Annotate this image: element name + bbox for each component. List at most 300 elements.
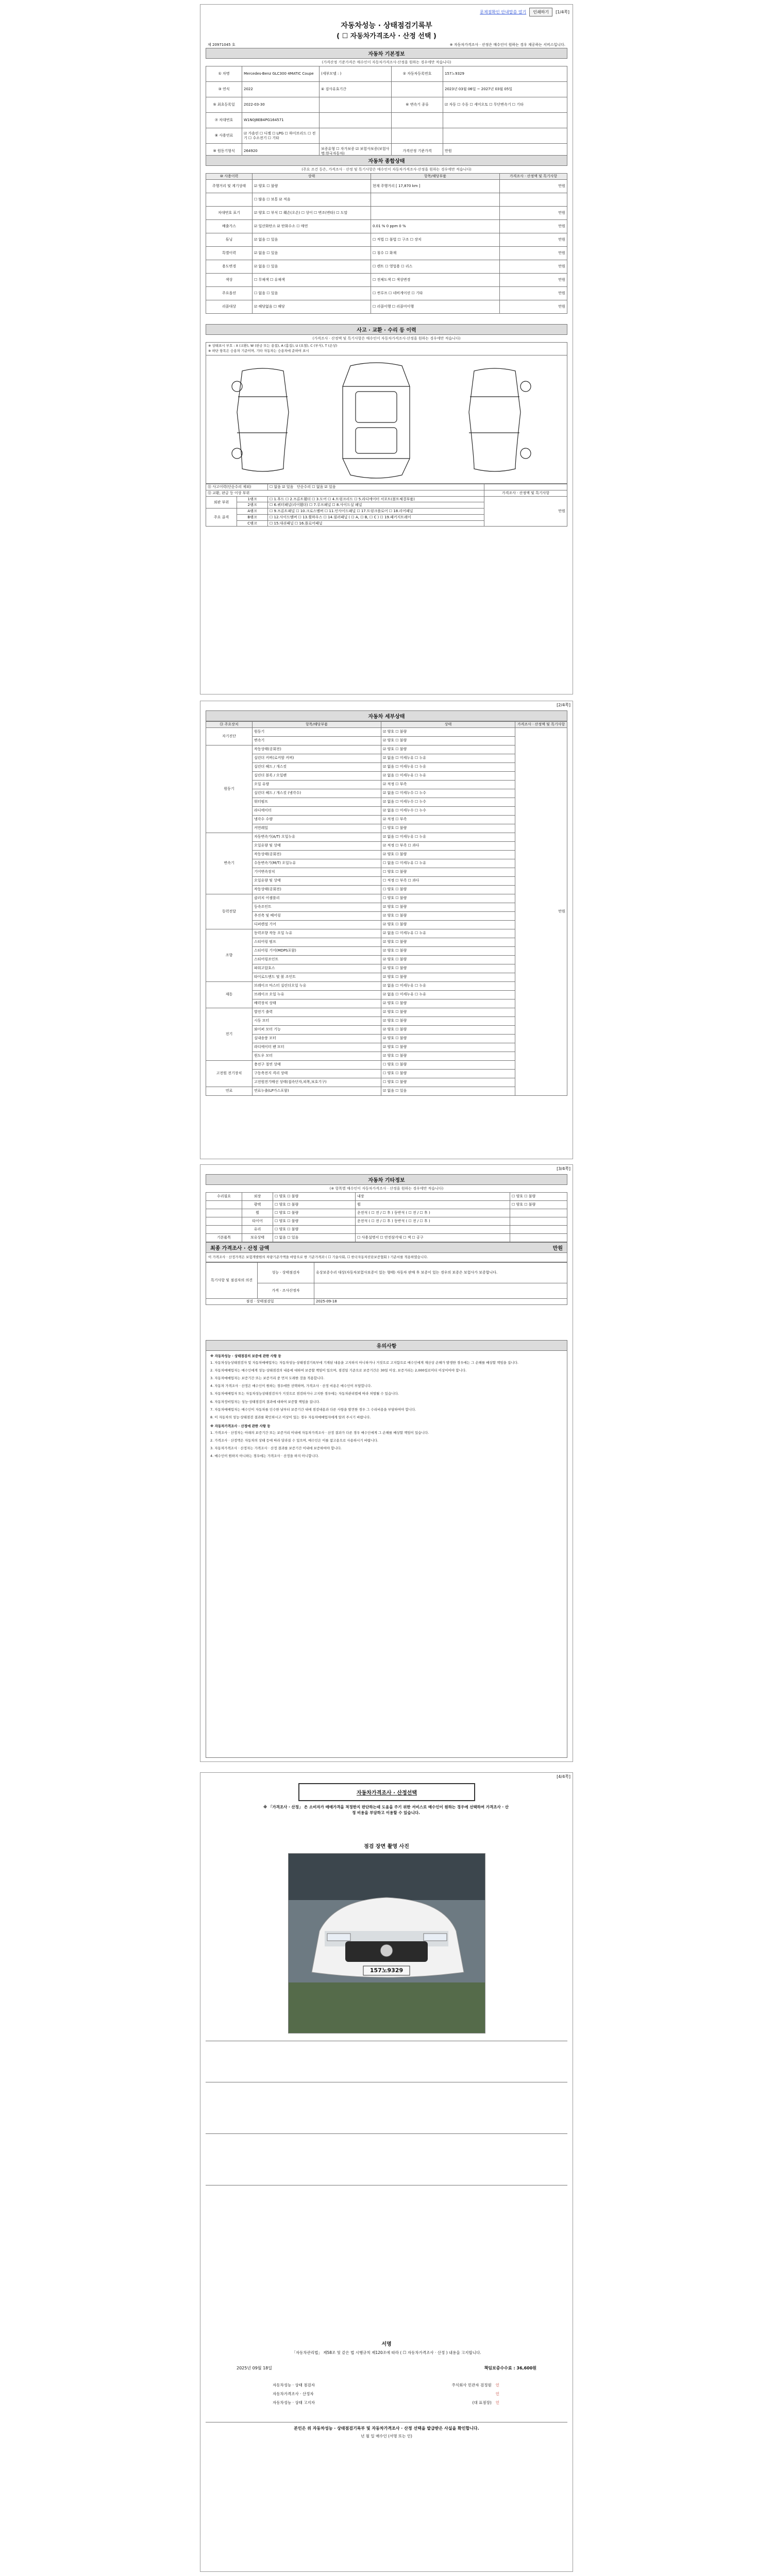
notice-paragraph: 7. 자동차매매업자는 매수인이 자동차를 인수한 날부터 보증기간 내에 점검내용과 다른 사항을 발견한 경우 그 수리비용을 부담하여야 합니다. <box>210 1407 416 1412</box>
overall-price: 만원 <box>500 260 567 273</box>
basic-label: ⑤ 최초등록일 <box>206 97 242 113</box>
header-toolbar <box>480 8 569 16</box>
misc-cell <box>206 1226 242 1234</box>
detail-item: 시동 모터 <box>253 1016 381 1025</box>
detail-row <box>206 946 567 955</box>
page-3 <box>200 1164 573 1762</box>
overall-head-4: 가격조사 · 산정액 및 특기사항 <box>500 174 567 180</box>
misc-cell <box>206 1209 242 1217</box>
detail-item: 배력장치 상태 <box>253 999 381 1008</box>
accident-legend: ※ 상태표시 부호 : X (교환), W (판금 또는 용접), A (흠집), U (요철), C (부식), T (손상) <box>208 344 338 348</box>
misc-cell: 외장 <box>242 1193 273 1201</box>
basic-info-subtitle: (가격산정 기준가격은 매수인이 자동차가격조사·산정을 원하는 경우에만 적습니다) <box>322 60 451 64</box>
overall-price: 만원 <box>500 206 567 219</box>
basic-label-2: ② 자동차등록번호 <box>392 66 443 82</box>
basic-value: ☑ 가솔린 ☐ 디젤 ☐ LPG ☐ 하이브리드 ☐ 전기 ☐ 수소전기 ☐ 기타 <box>242 128 320 144</box>
overall-state: ☑ 일산화탄소 ☑ 탄화수소 ☐ 매연 <box>253 219 371 233</box>
basic-row <box>206 113 567 128</box>
detail-row <box>206 841 567 850</box>
detail-state: ☑ 없음 ☐ 미세누유 ☐ 누유 <box>381 981 515 990</box>
detail-group: 연료 <box>206 1087 253 1095</box>
signer-row <box>273 2381 499 2389</box>
accident-section-title: 사고 · 교환 · 수리 등 이력 <box>206 324 567 335</box>
detail-row <box>206 798 567 806</box>
detail-row <box>206 771 567 780</box>
notice-title-2: ※ 자동차가격조사 · 산정에 관한 사항 등 <box>210 1423 271 1428</box>
overall-detail: 현재 주행거리 [ 17,870 km ] <box>371 179 500 193</box>
accident-history-state: ☐ 없음 ☑ 있음 단순수리 ☐ 없음 ☑ 있음 <box>268 484 484 490</box>
basic-value-b <box>320 113 392 128</box>
detail-item: 동력조향 작동 오일 누유 <box>253 929 381 938</box>
sign-text: 「자동차관리법」 제58조 및 같은 법 시행규칙 제120조에 따라 ( ☐ 자동차가격조사 · 산정 ) 내용을 고지합니다. <box>292 2350 481 2355</box>
overall-label <box>206 193 253 206</box>
detail-item: 와이퍼 모터 기능 <box>253 1025 381 1034</box>
detail-row <box>206 955 567 964</box>
misc-cell: 내장 <box>356 1193 510 1201</box>
detail-item: 오일 유량 <box>253 780 381 789</box>
form-number: 제 20971045 호 <box>208 43 236 47</box>
price-section-text: 이 가격조사 · 산정가격은 보험개발원의 차량기준가액을 바탕으로 한 기준가격과 ( ☐ 기술사회, ☐ 한국자동차진단보증협회 ) 기준서를 적용하였습니다. <box>206 1253 567 1262</box>
basic-label-2 <box>392 113 443 128</box>
overall-state: ☑ 양호 ☐ 부식 ☐ 훼손(오손) ☐ 상이 ☐ 변조(변타) ☐ 도말 <box>253 206 371 219</box>
detail-item: 추진축 및 베어링 <box>253 911 381 920</box>
basic-row <box>206 128 567 144</box>
signer-name <box>492 2391 499 2397</box>
page-number: [2/4쪽] <box>557 703 570 707</box>
misc-cell <box>356 1226 510 1234</box>
detail-state: ☑ 양호 ☐ 불량 <box>381 736 515 745</box>
detail-item: 라디에이터 <box>253 806 381 815</box>
detail-group: 조향 <box>206 929 253 981</box>
overall-head-1: ⑩ 사용이력 <box>206 174 253 180</box>
basic-value-2: 만원 <box>443 144 567 159</box>
detail-state: ☑ 적정 ☐ 부족 ☐ 과다 <box>381 841 515 850</box>
detail-item: 냉각수 수량 <box>253 815 381 824</box>
basic-value-b <box>320 128 392 144</box>
detail-group: 동력전달 <box>206 894 253 929</box>
detail-state: ☐ 양호 ☐ 불량 <box>381 824 515 833</box>
page-4 <box>200 1772 573 2572</box>
page-number: [1/4쪽] <box>556 10 569 14</box>
misc-cell: 수리필요 <box>206 1193 242 1201</box>
notice-link[interactable]: 문제점확인 안내말씀 열기 <box>480 10 527 14</box>
detail-item: 작동상태(공회전) <box>253 745 381 754</box>
accident-legend-2: ※ 하단 항목은 승용차 기준이며, 기타 자동차는 승용차에 준하여 표시 <box>208 349 309 353</box>
stamp-icon: 인 <box>495 2400 499 2405</box>
detail-state: ☑ 양호 ☐ 불량 <box>381 1052 515 1060</box>
signer-row <box>273 2398 499 2407</box>
overall-price: 만원 <box>500 286 567 300</box>
main-a-items: ☐ 9.프론트패널 ☐ 10.크로스멤버 ☐ 11.인사이드패널 ☐ 17.트렁크플로어 ☐ 18.리어패널 <box>268 509 484 515</box>
detail-state: ☑ 없음 ☐ 있음 <box>381 1087 515 1095</box>
sign-title: 서명 <box>381 2342 392 2347</box>
detail-price: 만원 <box>515 727 567 1095</box>
overall-label: 배출가스 <box>206 219 253 233</box>
detail-state: ☑ 적정 ☐ 부족 <box>381 780 515 789</box>
detail-row <box>206 964 567 973</box>
misc-cell <box>510 1217 567 1226</box>
overall-price: 만원 <box>500 300 567 313</box>
notice-title-1: ※ 자동차성능 · 상태점검의 보증에 관한 사항 등 <box>210 1354 281 1358</box>
photo-title: 점검 장면 촬영 사진 <box>364 1844 409 1850</box>
misc-cell: ☐ 양호 ☐ 불량 <box>273 1201 356 1209</box>
main-c-items: ☐ 15.대쉬패널 ☐ 16.플로어패널 <box>268 520 484 527</box>
detail-item: 브레이크 오일 누유 <box>253 990 381 999</box>
misc-row <box>206 1234 567 1242</box>
overall-state: ☑ 해당없음 ☐ 해당 <box>253 300 371 313</box>
detail-state: ☐ 없음 ☐ 미세누유 ☐ 누유 <box>381 859 515 868</box>
choice-text: ※ 「가격조사 · 산정」 은 소비자가 매매가격을 적정한지 판단하는데 도움을 주기 위한 서비스로 매수인이 원하는 경우에 선택하여 가격조사 · 산정 비용을 부담하고 이용할 수 있습니다. <box>263 1805 509 1815</box>
overall-row <box>206 179 567 193</box>
stamp-icon: 인 <box>495 2392 499 2396</box>
car-photo-svg <box>289 1854 485 2033</box>
overall-row <box>206 286 567 300</box>
detail-item: 실린더 커버(로커암 커버) <box>253 754 381 762</box>
misc-cell: 휠 <box>356 1201 510 1209</box>
detail-item: 구동축전지 격리 상태 <box>253 1069 381 1078</box>
detail-group: 변속기 <box>206 833 253 894</box>
detail-state: ☑ 양호 ☐ 불량 <box>381 955 515 964</box>
basic-value-2: 2023년 03월 06일 ~ 2027년 03월 05일 <box>443 82 567 97</box>
basic-label: ③ 연식 <box>206 82 242 97</box>
parts-price-head: 가격조사 · 산정액 및 특기사항 <box>484 490 567 496</box>
misc-cell: ☐ 양호 ☐ 불량 <box>273 1226 356 1234</box>
basic-value-b: 보증유형 ☐ 자가보증 ☑ 보험사보증(보험사명:한국자동차) <box>320 144 392 159</box>
notice-section-title: 유의사항 <box>206 1340 567 1351</box>
detail-row <box>206 850 567 859</box>
notice-paragraph: 1. 가격조사 · 산정자는 아래의 보증기간 또는 보증거리 이내에 자동차가격조사 · 산정 결과가 다른 경우 매수인에게 그 손해를 배상할 책임이 있습니다. <box>210 1430 429 1435</box>
overall-label: 튜닝 <box>206 233 253 246</box>
detail-group: 자기진단 <box>206 727 253 745</box>
basic-value-2: ☑ 자동 ☐ 수동 ☐ 세미오토 ☐ 무단변속기 ☐ 기타 <box>443 97 567 113</box>
detail-row <box>206 911 567 920</box>
detail-row <box>206 1016 567 1025</box>
detail-state: ☑ 양호 ☐ 불량 <box>381 1016 515 1025</box>
misc-cell: ☐ 사용설명서 ☐ 안전삼각대 ☐ 잭 ☐ 공구 <box>356 1234 510 1242</box>
misc-cell: 운전석 ( ☐ 전 / ☐ 후 ) 동반석 ( ☐ 전 / ☐ 후 ) <box>356 1217 510 1226</box>
detail-state: ☑ 양호 ☐ 불량 <box>381 903 515 911</box>
detail-item: 자동변속기(A/T) 오일누유 <box>253 833 381 841</box>
basic-row <box>206 66 567 82</box>
signer-role: 자동차성능 · 상태 고지자 <box>273 2400 315 2405</box>
print-button[interactable]: 인쇄하기 <box>529 8 552 16</box>
detail-row <box>206 1008 567 1016</box>
signer-name: (대 표점장) 인 <box>472 2400 499 2405</box>
misc-row <box>206 1201 567 1209</box>
overall-detail: ☐ 침수 ☐ 화재 <box>371 246 500 260</box>
overall-section-title: 자동차 종합상태 <box>206 155 567 166</box>
detail-state: ☐ 양호 ☐ 불량 <box>381 1069 515 1078</box>
overall-row <box>206 260 567 273</box>
overall-price: 만원 <box>500 246 567 260</box>
detail-state: ☑ 양호 ☐ 불량 <box>381 999 515 1008</box>
basic-label-2 <box>392 82 443 97</box>
page-1 <box>200 4 573 694</box>
notice-paragraph: 2. 가격조사 · 산정액은 자동차의 상태 등에 따라 달라질 수 있으며, 매수인은 이를 참고용으로 사용하시기 바랍니다. <box>210 1438 378 1443</box>
signer-role: 자동차가격조사 · 산정자 <box>273 2392 314 2396</box>
inspection-date: 2025-09-18 <box>314 1299 567 1305</box>
detail-state: ☑ 없음 ☐ 미세누수 ☐ 누수 <box>381 798 515 806</box>
page-number: [4/4쪽] <box>557 1774 570 1779</box>
overall-state: ☐ 무채색 ☐ 유채색 <box>253 273 371 286</box>
main-b-items: ☐ 12.사이드멤버 ☐ 13.휠하우스 ☐ 14.필러패널 ( ☐ A, ☐ B, ☐ C ) ☐ 19.패키지트레이 <box>268 514 484 520</box>
signer-row <box>273 2389 499 2398</box>
basic-value-b: ④ 검사유효기간 <box>320 82 392 97</box>
detail-row <box>206 1043 567 1052</box>
overall-state: ☐ 없음 ☐ 있음 <box>253 286 371 300</box>
basic-value: 2022 <box>242 82 320 97</box>
main-label: 주요 골격 <box>206 509 237 527</box>
overall-detail: 0.01 % 0 ppm 0 % <box>371 219 500 233</box>
detail-row <box>206 780 567 789</box>
detail-row <box>206 868 567 876</box>
detail-row <box>206 815 567 824</box>
detail-state: ☑ 양호 ☐ 불량 <box>381 1034 515 1043</box>
inspection-photo <box>288 1853 485 2033</box>
detail-item: 실내송풍 모터 <box>253 1034 381 1043</box>
misc-row <box>206 1226 567 1234</box>
detail-row <box>206 999 567 1008</box>
notice-paragraph: 6. 자동차정비업자는 성능·상태점검의 결과에 대하여 보증할 책임을 집니다. <box>210 1399 321 1404</box>
form-subtitle: ( ☐ 자동차가격조사 · 산정 선택 ) <box>337 32 436 40</box>
detail-item: 원동기 <box>253 727 381 736</box>
misc-row <box>206 1217 567 1226</box>
overall-detail: ☐ 전체도색 ☐ 색상변경 <box>371 273 500 286</box>
overall-label: 색상 <box>206 273 253 286</box>
detail-item: 스티어링조인트 <box>253 955 381 964</box>
sign-date: 2025년 09월 18일 <box>237 2366 272 2370</box>
price-table: 특기사항 및 점검자의 의견 성능 · 상태점검자 유상보증수리 대상(자동차보험사보증이 있는 형태) 자동차 판매 후 보증이 있는 경우의 보증은 보험사가 보증합니다. 가격 · 조사산정자 점검 · 상태점검일 2025-09-18 <box>206 1262 567 1305</box>
detail-state: ☑ 양호 ☐ 불량 <box>381 850 515 859</box>
overall-price <box>500 193 567 206</box>
detail-row <box>206 981 567 990</box>
detail-state: ☑ 양호 ☐ 불량 <box>381 938 515 946</box>
basic-label: ① 차명 <box>206 66 242 82</box>
basic-label: ⑧ 사용연료 <box>206 128 242 144</box>
notice-paragraph: 4. 자동차 가격조사 · 산정은 매수인이 원하는 경우에만 선택하며, 가격조사 · 산정 비용은 매수인이 부담합니다. <box>210 1384 372 1388</box>
detail-item: 오일유량 및 상태 <box>253 841 381 850</box>
notice-paragraph: 2. 자동차매매업자는 매수인에게 성능·상태점검의 내용에 대하여 보증할 책임이 있으며, 점검일 기준으로 보증기간은 30일 이상, 보증거리는 2,000킬로미터 이상이어야 합니다. <box>210 1368 467 1373</box>
detail-section-title: 자동차 세부상태 <box>206 710 567 721</box>
overall-detail: ☐ 리콜이행 ☐ 리콜미이행 <box>371 300 500 313</box>
detail-group: 고전원 전기장치 <box>206 1060 253 1087</box>
detail-item: 기어변속장치 <box>253 868 381 876</box>
misc-cell: ☐ 양호 ☐ 불량 <box>273 1209 356 1217</box>
misc-cell: ☐ 양호 ☐ 불량 <box>510 1201 567 1209</box>
detail-row <box>206 1087 567 1095</box>
parts-label: ⑫ 교환, 판금 등 이상 부위 <box>206 490 484 496</box>
notice-paragraph: 1. 자동차성능상태점검자 및 자동차매매업자는 자동차성능·상태점검기록부에 기재된 내용을 고지하지 아니하거나 거짓으로 고지함으로 매수인에게 재산상 손해가 발생한 경우에는 그 손해를 배상할 책임을 집니다. <box>210 1361 518 1365</box>
overall-price: 만원 <box>500 179 567 193</box>
basic-value: 2022-03-30 <box>242 97 320 113</box>
outer-rank2-items: ☐ 6.쿼터패널(리어휀더) ☐ 7.루프패널 ☐ 8.사이드실 패널 <box>268 502 484 509</box>
signer-name: 주식회사 민관자 검정원 인 <box>451 2383 499 2387</box>
detail-item: 작동상태(공회전) <box>253 885 381 894</box>
detail-item: 클러치 어셈블리 <box>253 894 381 903</box>
overall-label: 차대번호 표기 <box>206 206 253 219</box>
basic-label-2: ⑥ 변속기 종류 <box>392 97 443 113</box>
detail-state: ☑ 양호 ☐ 불량 <box>381 973 515 981</box>
overall-head-3: 항목/해당부품 <box>371 174 500 180</box>
detail-item: 등속조인트 <box>253 903 381 911</box>
misc-cell: 타이어 <box>242 1217 273 1226</box>
misc-section-title: 자동차 기타정보 <box>206 1174 567 1185</box>
detail-row <box>206 973 567 981</box>
detail-group: 전기 <box>206 1008 253 1060</box>
misc-row <box>206 1193 567 1201</box>
detail-row <box>206 920 567 929</box>
detail-item: 변속기 <box>253 736 381 745</box>
detail-row <box>206 1052 567 1060</box>
basic-label-2 <box>392 128 443 144</box>
detail-item: 작동상태(공회전) <box>253 850 381 859</box>
warranty-fee: 책임보증수수료 : 36,600원 <box>484 2366 536 2370</box>
detail-state: ☑ 양호 ☐ 불량 <box>381 727 515 736</box>
overall-row <box>206 233 567 246</box>
detail-item: 오일유량 및 상태 <box>253 876 381 885</box>
overall-label: 주행거리 및 계기상태 <box>206 179 253 193</box>
overall-head-2: 상태 <box>253 174 371 180</box>
overall-label: 용도변경 <box>206 260 253 273</box>
basic-value: W1N0J8EB4PG164571 <box>242 113 320 128</box>
accident-table: ⑪ 사고이력(단순수리 제외) ☐ 없음 ☑ 있음 단순수리 ☐ 없음 ☑ 있음 ⑫ 교환, 판금 등 이상 부위 가격조사 · 산정액 및 특기사항 외판 부위 1랭크 ☐ 1.후드 ☐ 2.프론트휀더 ☐ 3.도어 ☐ 4.트렁크리드 ☐ 5.라디에이터 서포트(볼트체결부품) 만원 2랭크 ☐ 6.쿼터패널(리어휀더) ☐ 7.루프패널 ☐ 8.사이드실 패널 주요 골격 A랭크 ☐ 9.프론트패널 ☐ 10.크로스멤버 ☐ 11.인사이드패널 ☐ 17.트렁크플로어 ☐ 18.리어패널 B랭크 ☐ 12.사이드멤버 ☐ 13.휠하우스 ☐ 14.필러패널 ( ☐ A, ☐ B, ☐ C ) ☐ 19.패키지트레이 C랭크 ☐ 15.대쉬패널 ☐ 16.플로어패널 <box>206 484 567 527</box>
car-diagram-svg <box>206 355 567 483</box>
misc-cell: ☐ 양호 ☐ 불량 <box>273 1193 356 1201</box>
detail-item: 발전기 출력 <box>253 1008 381 1016</box>
overall-row <box>206 246 567 260</box>
overall-detail <box>371 206 500 219</box>
notice-paragraph: 5. 자동차매매업자 또는 자동차성능상태점검자가 거짓으로 점검하거나 고지한 경우에는 자동차관리법에 따라 처벌될 수 있습니다. <box>210 1392 399 1396</box>
detail-state: ☑ 양호 ☐ 불량 <box>381 920 515 929</box>
overall-row <box>206 206 567 219</box>
misc-cell: ☐ 양호 ☐ 불량 <box>510 1193 567 1201</box>
overall-row <box>206 300 567 313</box>
overall-label: 리콜대상 <box>206 300 253 313</box>
misc-cell <box>206 1201 242 1209</box>
basic-label-2: 가격산정 기준가격 <box>392 144 443 159</box>
misc-cell: ☐ 없음 ☐ 있음 <box>273 1234 356 1242</box>
detail-row <box>206 938 567 946</box>
detail-row <box>206 1078 567 1087</box>
notice-paragraph: 3. 자동차매매업자는 보증기간 또는 보증거리 중 먼저 도래한 것을 적용합니다. <box>210 1376 325 1381</box>
accident-history-label: ⑪ 사고이력(단순수리 제외) <box>206 484 268 490</box>
misc-cell: ☐ 양호 ☐ 불량 <box>273 1217 356 1226</box>
detail-item: 윈도우 모터 <box>253 1052 381 1060</box>
overall-state: ☑ 없음 ☐ 있음 <box>253 246 371 260</box>
detail-state: ☐ 양호 ☐ 불량 <box>381 1060 515 1069</box>
misc-table <box>206 1192 567 1242</box>
detail-state: ☑ 양호 ☐ 불량 <box>381 1043 515 1052</box>
basic-value-b <box>320 97 392 113</box>
notice-paragraph: 8. 이 자동차의 성능·상태점검 결과를 확인하시고 이상이 있는 경우 자동차매매업자에게 알려 주시기 바랍니다. <box>210 1415 371 1419</box>
overall-row <box>206 219 567 233</box>
misc-subtitle: (※ 항목별 매수인이 자동차가격조사 · 산정을 원하는 경우에만 적습니다) <box>329 1187 444 1191</box>
overall-price: 만원 <box>500 219 567 233</box>
page-number: [3/4쪽] <box>557 1166 570 1171</box>
detail-state: ☑ 양호 ☐ 불량 <box>381 911 515 920</box>
misc-cell: 광택 <box>242 1201 273 1209</box>
basic-value-b: (세부모델 : ) <box>320 66 392 82</box>
form-note: ※ 자동차가격조사 · 산정은 매수인이 원하는 경우 제공하는 서비스입니다. <box>449 43 565 47</box>
overall-price: 만원 <box>500 233 567 246</box>
detail-state: ☑ 양호 ☐ 불량 <box>381 745 515 754</box>
detail-state: ☑ 적정 ☐ 부족 <box>381 815 515 824</box>
detail-state: ☑ 없음 ☐ 미세누유 ☐ 누유 <box>381 990 515 999</box>
overall-subtitle: (주요 조건 등은, 가격조사 · 산정 및 특기사항은 매수인이 자동차가격조사·산정을 원하는 경우에만 적습니다) <box>301 167 472 172</box>
page-2 <box>200 701 573 1159</box>
detail-group: 제동 <box>206 981 253 1008</box>
overall-state: ☐ 많음 ☐ 보통 ☑ 적음 <box>253 193 371 206</box>
detail-state: ☑ 없음 ☐ 미세누유 ☐ 누유 <box>381 833 515 841</box>
detail-row <box>206 1034 567 1043</box>
detail-state: ☑ 없음 ☐ 미세누유 ☐ 누유 <box>381 754 515 762</box>
detail-item: 파워고압호스 <box>253 964 381 973</box>
basic-row <box>206 97 567 113</box>
overall-detail: ☐ 렌트 ☐ 영업용 ☐ 리스 <box>371 260 500 273</box>
price-section-title: 최종 가격조사 · 산정 금액 <box>210 1246 270 1251</box>
detail-state: ☑ 양호 ☐ 불량 <box>381 946 515 955</box>
misc-cell: 운전석 ( ☐ 전 / ☐ 후 ) 동반석 ( ☐ 전 / ☐ 후 ) <box>356 1209 510 1217</box>
misc-cell <box>206 1217 242 1226</box>
misc-cell <box>510 1226 567 1234</box>
overall-label: 특별이력 <box>206 246 253 260</box>
detail-item: 실린더 헤드 / 개스킷 <box>253 762 381 771</box>
detail-state: ☐ 양호 ☐ 불량 <box>381 868 515 876</box>
form-title: 자동차성능 · 상태점검기록부 <box>341 22 432 30</box>
detail-state: ☑ 양호 ☐ 불량 <box>381 964 515 973</box>
detail-item: 디퍼렌셜 기어 <box>253 920 381 929</box>
detail-state: ☑ 양호 ☐ 불량 <box>381 1008 515 1016</box>
detail-row <box>206 929 567 938</box>
detail-row <box>206 1060 567 1069</box>
detail-table: ⑬ 주요장치 항목/해당부품 상태 가격조사 · 산정액 및 특기사항 자기진단 원동기 ☑ 양호 ☐ 불량 만원 변속기 ☑ 양호 ☐ 불량 원동기 작동상태(공회전) ☑ 양호 ☐ 불량 실린더 커버(로커암 커버) ☑ 없음 ☐ 미세누유 ☐ 누유 실린더 헤드 / 개스킷 ☑ 없음 ☐ 미세누유 ☐ 누유 실린더 블록 / 오일팬 ☑ 없음 ☐ 미세누유 ☐ 누유 오일 유량 ☑ 적정 ☐ 부족 실린더 헤드 / 개스킷 (냉각수) ☑ 없음 ☐ 미세누수 ☐ 누수 워터펌프 ☑ 없음 ☐ 미세누수 ☐ 누수 라디에이터 ☑ 없음 ☐ 미세누수 ☐ 누수 냉각수 수량 ☑ 적정 ☐ 부족 커먼레일 ☐ 양호 ☐ 불량 변속기 자동변속기(A/T) 오일누유 ☑ 없음 ☐ 미세누유 ☐ 누유 오일유량 및 상태 ☑ 적정 ☐ 부족 ☐ 과다 작동상태(공회전) ☑ 양호 ☐ 불량 수동변속기(M/T) 오일누유 ☐ 없음 ☐ 미세누유 ☐ 누유 기어변속장치 ☐ 양호 ☐ 불량 오일유량 및 상태 ☐ 적정 ☐ 부족 ☐ 과다 작동상태(공회전) ☐ 양호 ☐ 불량 동력전달 클러치 어셈블리 ☐ 양호 ☐ 불량 등속조인트 ☑ 양호 ☐ 불량 추진축 및 베어링 ☑ 양호 ☐ 불량 디퍼렌셜 기어 ☑ 양호 ☐ 불량 조향 동력조향 작동 오일 누유 ☑ 없음 ☐ 미세누유 ☐ 누유 스티어링 펌프 ☑ 양호 ☐ 불량 스티어링 기어(MDPS포함) ☑ 양호 ☐ 불량 스티어링조인트 ☑ 양호 ☐ 불량 파워고압호스 ☑ 양호 ☐ 불량 타이로드엔드 및 볼 조인트 ☑ 양호 ☐ 불량 제동 브레이크 마스터 실린더오일 누유 ☑ 없음 ☐ 미세누유 ☐ 누유 브레이크 오일 누유 ☑ 없음 ☐ 미세누유 ☐ 누유 배력장치 상태 ☑ 양호 ☐ 불량 전기 발전기 출력 ☑ 양호 ☐ 불량 시동 모터 ☑ 양호 ☐ 불량 와이퍼 모터 기능 ☑ 양호 ☐ 불량 실내송풍 모터 ☑ 양호 ☐ 불량 라디에이터 팬 모터 ☑ 양호 ☐ 불량 윈도우 모터 ☑ 양호 ☐ 불량 고전원 전기장치 충전구 절연 상태 ☐ 양호 ☐ 불량 구동축전지 격리 상태 ☐ 양호 ☐ 불량 고전원전기배선 상태(접속단자,피복,보호기구) ☐ 양호 ☐ 불량 연료 연료누출(LP가스포함) ☑ 없음 ☐ 있음 <box>206 721 567 1096</box>
detail-item: 실린더 헤드 / 개스킷 (냉각수) <box>253 789 381 798</box>
detail-group: 원동기 <box>206 745 253 833</box>
outer-label: 외판 부위 <box>206 496 237 509</box>
detail-state: ☑ 없음 ☐ 미세누유 ☐ 누유 <box>381 762 515 771</box>
basic-value-2: 157노9329 <box>443 66 567 82</box>
overall-state: ☑ 양호 ☐ 불량 <box>253 179 371 193</box>
basic-value-2 <box>443 113 567 128</box>
detail-row <box>206 1025 567 1034</box>
detail-row <box>206 745 567 754</box>
basic-label: ⑨ 원동기형식 <box>206 144 242 159</box>
basic-value: Mercedes-Benz GLC300 4MATIC Coupe <box>242 66 320 82</box>
detail-row <box>206 833 567 841</box>
detail-item: 고전원전기배선 상태(접속단자,피복,보호기구) <box>253 1078 381 1087</box>
misc-cell <box>510 1234 567 1242</box>
signer-role: 자동차성능 · 상태 점검자 <box>273 2383 315 2387</box>
detail-item: 수동변속기(M/T) 오일누유 <box>253 859 381 868</box>
misc-cell <box>510 1209 567 1217</box>
detail-row <box>206 885 567 894</box>
license-plate: 157노9329 <box>369 1967 404 1974</box>
detail-state: ☐ 양호 ☐ 불량 <box>381 1078 515 1087</box>
misc-row <box>206 1209 567 1217</box>
detail-state: ☐ 양호 ☐ 불량 <box>381 894 515 903</box>
misc-cell: 유리 <box>242 1226 273 1234</box>
misc-cell: 휠 <box>242 1209 273 1217</box>
detail-item: 스티어링 펌프 <box>253 938 381 946</box>
detail-state: ☐ 적정 ☐ 부족 ☐ 과다 <box>381 876 515 885</box>
overall-label: 주요옵션 <box>206 286 253 300</box>
detail-row <box>206 736 567 745</box>
outer-rank1-items: ☐ 1.후드 ☐ 2.프론트휀더 ☐ 3.도어 ☐ 4.트렁크리드 ☐ 5.라디에이터 서포트(볼트체결부품) <box>268 496 484 502</box>
detail-item: 라디에이터 팬 모터 <box>253 1043 381 1052</box>
detail-row <box>206 754 567 762</box>
detail-row <box>206 789 567 798</box>
detail-row <box>206 762 567 771</box>
